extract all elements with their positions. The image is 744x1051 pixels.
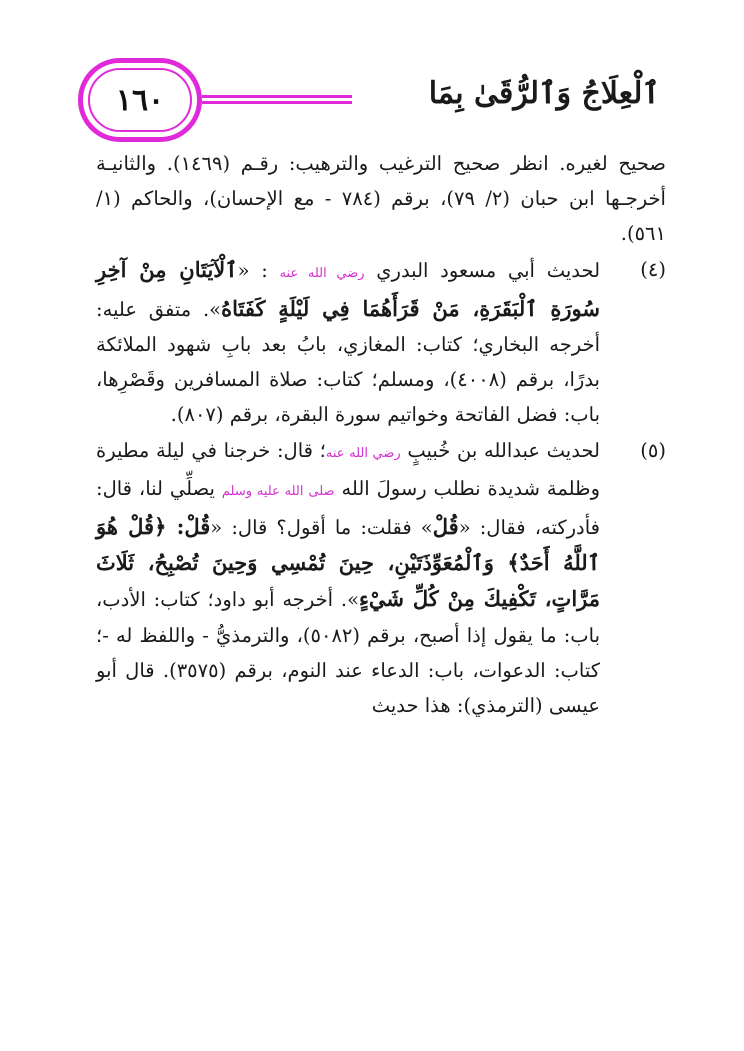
- running-title: ٱلْعِلَاجُ وَٱلرُّقَىٰ بِمَا: [428, 76, 660, 111]
- page-header: [78, 58, 660, 142]
- footnote-5-text-3: يصلِّي لنا، قال: فأدركته، فقال: «: [96, 476, 600, 540]
- honorific-ra-icon: رضي الله عنه: [279, 265, 365, 281]
- header-rule-bottom: [202, 101, 352, 104]
- header-double-rule: [202, 95, 352, 105]
- footnote-5-text-4: » فقلت: ما أقول؟ قال: «: [210, 516, 433, 540]
- footnote-4-text-2: : «: [237, 258, 268, 282]
- hadith-quote-ikhlas: قُلْ: ﴿قُلْ هُوَ ٱللَّهُ أَحَدٌ﴾ وَٱلْمُعَوِّذَتَيْنِ، حِينَ تُمْسِي وَحِينَ تُصْبِحُ، ثَلَاثَ مَرَّاتٍ، تَكْفِيكَ مِنْ كُلِّ شَيْءٍ: [96, 514, 600, 612]
- footnote-4: [96, 252, 666, 433]
- hadith-quote: ٱلْآيَتَانِ مِنْ آخِرِ سُورَةِ ٱلْبَقَرَةِ، مَنْ قَرَأَهُمَا فِي لَيْلَةٍ كَفَتَاهُ: [96, 256, 600, 321]
- footnote-4-number: (٤): [640, 257, 666, 281]
- hadith-quote-qul: قُلْ: [432, 514, 459, 540]
- footnote-4-text-3: ». متفق عليه: أخرجه البخاري؛ كتاب: المغازي، بابُ بعد بابِ شهود الملائكة بدرًا، برقم (٤٠٠٨)، ومسلم؛ كتاب: صلاة المسافرين وقَصْرِها، باب: فضل الفاتحة وخواتيم سورة البقرة، برقم (٨٠٧).: [96, 297, 600, 427]
- footnote-5: [96, 433, 666, 724]
- page-number-badge: [78, 58, 202, 142]
- honorific-ra-icon: رضي الله عنه: [325, 445, 401, 461]
- footnote-5-text-1: لحديث عبدالله بن خُبيبٍ: [407, 438, 601, 462]
- footnote-4-text-1: لحديث أبي مسعود البدري: [376, 258, 601, 282]
- footnotes: [96, 146, 666, 723]
- page-number: ١٦٠: [88, 68, 192, 132]
- footnote-5-text-5: ». أخرجه أبو داود؛ كتاب: الأدب، باب: ما يقول إذا أصبح، برقم (٥٠٨٢)، والترمذيُّ - واللفظ له -؛ كتاب: الدعوات، باب: الدعاء عند النوم، برقم (٣٥٧٥). قال أبو عيسى (الترمذي): هذا حديث: [96, 588, 600, 718]
- honorific-saw-icon: صلى الله عليه وسلم: [221, 483, 335, 499]
- footnote-5-text-2: ؛ قال: خرجنا في ليلة مطيرة وظلمة شديدة نطلب رسولَ الله: [96, 438, 600, 500]
- footnote-5-number: (٥): [640, 438, 666, 462]
- footnote-continuation: صحيح لغيره. انظر صحيح الترغيب والترهيب: رقـم (١٤٦٩). والثانيـة أخرجـها ابن حبان (٢/ ٧٩)، برقم (٧٨٤ - مع الإحسان)، والحاكم (١/ ٥٦١).: [96, 152, 666, 246]
- header-rule-top: [202, 95, 352, 98]
